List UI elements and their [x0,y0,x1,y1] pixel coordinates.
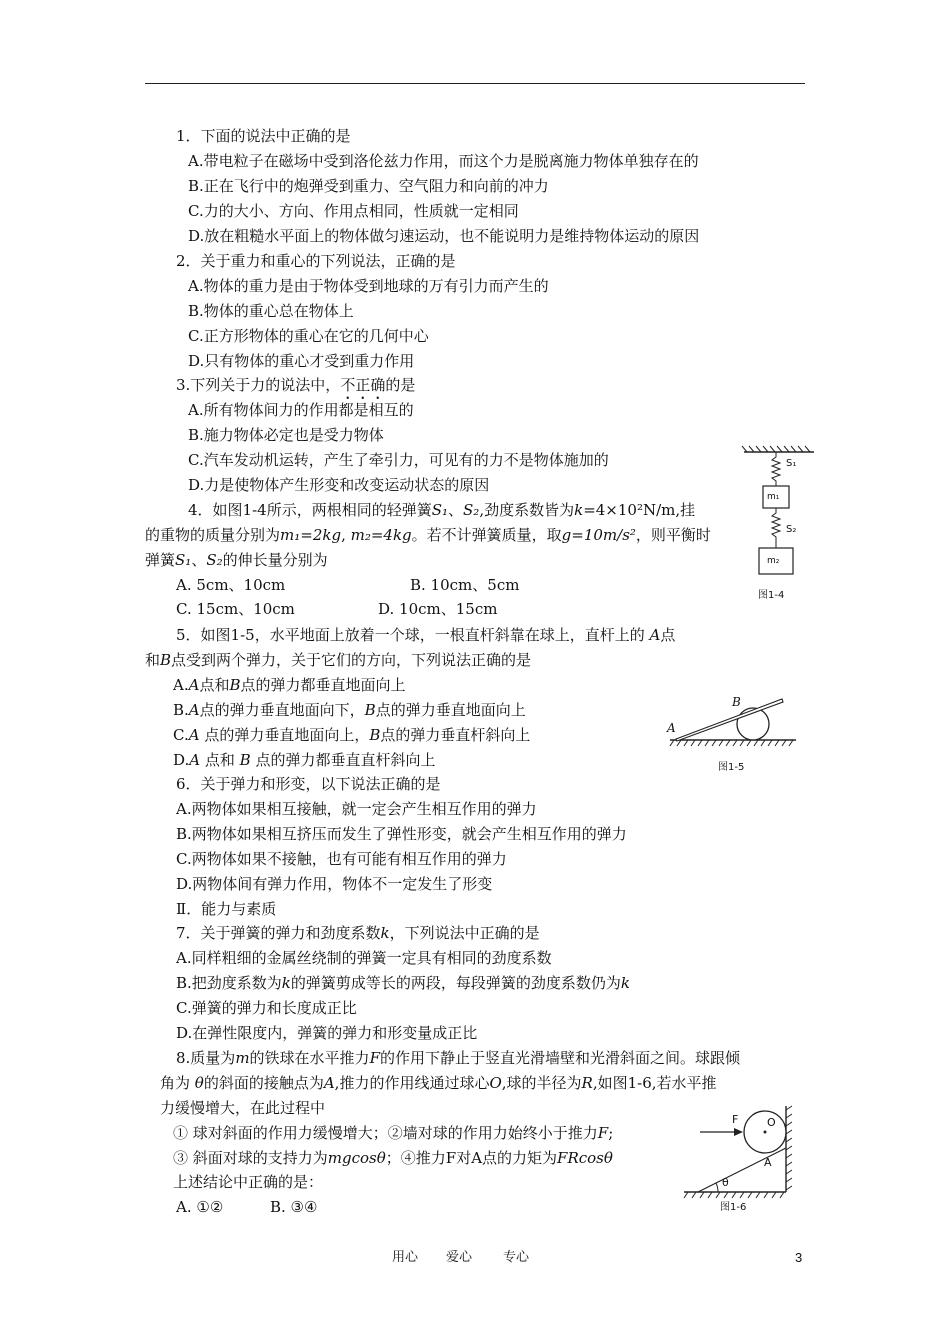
q5-option-c [173,726,530,744]
q4-text: 、 [448,501,464,519]
q7-symbol: k [620,974,630,992]
q6-option-d: D.两物体间有弹力作用，物体不一定发生了形变 [176,875,493,893]
q3-stem-emphasis: 不正确 [340,376,386,394]
q8-text: 8.质量为 [176,1049,236,1067]
q5-line-1 [176,626,675,644]
q4-option-b: B. 10cm、5cm [410,576,520,594]
q5-symbol: A [188,701,200,719]
q5-option-d [173,751,435,769]
q7-text: ，下列说法中正确的是 [389,924,540,942]
q8-line-2 [160,1074,717,1092]
q5-symbol: B [369,726,381,744]
q6-option-c: C.两物体如果不接触，也有可能有相互作用的弹力 [176,850,507,868]
q5-text: 点的弹力都垂直地面向上 [240,676,406,694]
q8-text: 的斜面的接触点为 [203,1074,324,1092]
q4-text: ，则平衡时 [635,526,711,544]
q8-prompt: 上述结论中正确的是： [173,1173,324,1191]
q4-formula: m₂=4kg [350,526,412,544]
section-heading: Ⅱ．能力与素质 [176,900,277,918]
q3-option-b: B.施力物体必定也是受力物体 [188,426,384,444]
q8-option-b: B. ③④ [270,1198,318,1216]
q4-line-3 [145,551,328,569]
q1-stem: 1．下面的说法中正确的是 [176,127,351,145]
q1-option-b: B.正在飞行中的炮弹受到重力、空气阻力和向前的冲力 [188,177,549,195]
q7-symbol: k [281,974,291,992]
q1-option-c: C.力的大小、方向、作用点相同，性质就一定相同 [188,202,519,220]
q8-symbol: m [235,1049,250,1067]
q4-text: 、 [191,551,207,569]
q5-option-a [173,676,406,694]
footer-text-1: 用心 [392,1250,419,1265]
q5-line-2 [145,651,531,669]
q3-stem-text: 3.下列关于力的说法中， [176,376,341,394]
q8-text: ；④推力F对A点的力矩为 [385,1149,558,1167]
q5-text: 点的弹力垂直杆斜向上 [380,726,531,744]
fig16-label-o: O [767,1116,776,1129]
q7-stem [176,924,540,942]
q5-text: 点的弹力都垂直直杆斜向上 [250,751,436,769]
q5-option-b [173,701,526,719]
q8-symbol: O [489,1074,502,1092]
fig14-label-s1: S₁ [786,458,797,469]
q3-option-c: C.汽车发动机运转，产生了牵引力，可见有的力不是物体施加的 [188,451,609,469]
q4-text: 。若不计弹簧质量，取 [411,526,562,544]
q5-symbol: A [188,676,200,694]
q4-formula: g=10m/s² [561,526,636,544]
q7-option-a: A.同样粗细的金属丝绕制的弹簧一定具有相同的劲度系数 [176,949,552,967]
q8-symbol: F [369,1049,380,1067]
page-number: 3 [795,1250,803,1265]
q3-option-a: A.所有物体间力的作用都是相互的 [188,401,414,419]
q7-symbol: k [380,924,390,942]
q6-option-a: A.两物体如果相互接触，就一定会产生相互作用的弹力 [176,800,537,818]
q4-option-c: C. 15cm、10cm [176,600,295,618]
fig14-label-s2: S₂ [786,524,797,535]
q7-text: 7．关于弹簧的弹力和劲度系数 [176,924,381,942]
q8-statement-1-2 [173,1124,613,1142]
fig16-label-theta: θ [722,1176,729,1189]
q7-option-d: D.在弹性限度内，弹簧的弹力和形变量成正比 [176,1024,478,1042]
fig14-label-m1: m₁ [767,492,780,502]
q5-text: C. [173,726,189,744]
q4-line-2 [145,526,711,544]
q4-symbol: S₁ [431,501,448,519]
fig15-label-b: B [732,695,741,709]
q4-symbol: k [574,501,584,519]
figure-1-6 [680,1104,800,1200]
fig15-label-a: A [667,721,676,735]
q8-text: ,如图1-6,若水平推 [592,1074,717,1092]
q5-text: 点和 [200,751,240,769]
q8-text: ,球的半径为 [501,1074,582,1092]
fig16-caption: 图1-6 [720,1202,747,1213]
q5-text: D. [173,751,190,769]
q2-option-d: D.只有物体的重心才受到重力作用 [188,352,415,370]
q5-symbol: B [364,701,376,719]
q5-symbol: B [229,676,241,694]
q4-option-d: D. 10cm、15cm [378,600,498,618]
q7-option-c: C.弹簧的弹力和长度成正比 [176,999,357,1017]
q4-text: 的重物的质量分别为 [145,526,281,544]
q3-stem [176,376,415,403]
q4-symbol: S₂ [463,501,480,519]
q8-symbol: F [597,1124,609,1142]
q6-stem: 6．关于弹力和形变，以下说法正确的是 [176,775,441,793]
q8-line-3: 力缓慢增大，在此过程中 [160,1099,326,1117]
q6-option-b: B.两物体如果相互挤压而发生了弹性形变，就会产生相互作用的弹力 [176,825,627,843]
footer-text-2: 爱心 [446,1250,473,1265]
q8-statement-3-4 [173,1149,613,1167]
q4-line-1 [188,501,695,519]
q3-stem-end: 的是 [385,376,416,394]
q8-text: ③ 斜面对球的支持力为 [173,1149,328,1167]
header-rule [145,83,805,84]
q8-text: ,推力的作用线通过球心 [334,1074,490,1092]
q5-text: 点 [660,626,676,644]
q8-line-1 [176,1049,740,1067]
footer-text-3: 专心 [503,1250,530,1265]
q5-text: 点的弹力垂直地面向上 [375,701,526,719]
q8-formula: FRcosθ [557,1149,613,1167]
q5-symbol: A [189,751,201,769]
fig14-caption: 图1-4 [758,590,785,601]
q5-text: 和 [145,651,161,669]
q4-formula: m₁=2kg [280,526,342,544]
q7-text: B.把劲度系数为 [176,974,282,992]
fig16-label-f: F [732,1113,739,1126]
q4-text: =4×10²N/m,挂 [583,501,696,519]
q4-text: 的伸长量分别为 [222,551,328,569]
q8-symbol: R [581,1074,593,1092]
q3-option-d: D.力是使物体产生形变和改变运动状态的原因 [188,476,490,494]
q8-text: 的铁球在水平推力 [249,1049,370,1067]
q4-text: 弹簧 [145,551,176,569]
q8-symbol: θ [194,1074,204,1092]
q8-option-a: A. ①② [176,1198,224,1216]
q5-text: A. [173,676,189,694]
q8-text: ; [608,1124,614,1142]
fig15-caption: 图1-5 [718,762,745,773]
q5-symbol: B [160,651,172,669]
q5-text: 点的弹力垂直地面向上， [199,726,370,744]
q1-option-d: D.放在粗糙水平面上的物体做匀速运动，也不能说明力是维持物体运动的原因 [188,227,700,245]
q8-text: ① 球对斜面的作用力缓慢增大；②墙对球的作用力始终小于推力 [173,1124,598,1142]
q2-stem: 2．关于重力和重心的下列说法，正确的是 [176,252,456,270]
q8-text: 的作用下静止于竖直光滑墙壁和光滑斜面之间。球跟倾 [379,1049,740,1067]
q5-text: B. [173,701,189,719]
q4-symbol: S₂ [206,551,223,569]
q5-text: 点和 [199,676,230,694]
q4-text: , [341,526,351,544]
q8-formula: mgcosθ [327,1149,386,1167]
q4-text: ,劲度系数皆为 [479,501,575,519]
q2-option-b: B.物体的重心总在物体上 [188,302,354,320]
q5-symbol: B [239,751,251,769]
q2-option-c: C.正方形物体的重心在它的几何中心 [188,327,429,345]
figure-1-4 [738,444,818,584]
q5-text: 点的弹力垂直地面向下， [199,701,365,719]
figure-1-5 [664,692,800,748]
q4-symbol: S₁ [175,551,192,569]
q5-symbol: A [188,726,200,744]
q5-text: 点受到两个弹力，关于它们的方向，下列说法正确的是 [171,651,532,669]
q8-symbol: A [323,1074,335,1092]
q4-option-a: A. 5cm、10cm [176,576,286,594]
q7-option-b [176,974,630,992]
q7-text: 的弹簧剪成等长的两段，每段弹簧的劲度系数仍为 [290,974,621,992]
q5-symbol: A [649,626,661,644]
fig16-label-a: A [764,1156,772,1169]
q2-option-a: A.物体的重力是由于物体受到地球的万有引力而产生的 [188,277,549,295]
q8-text: 角为 [160,1074,195,1092]
q1-option-a: A.带电粒子在磁场中受到洛伦兹力作用，而这个力是脱离施力物体单独存在的 [188,152,699,170]
q5-text: 5．如图1-5，水平地面上放着一个球，一根直杆斜靠在球上，直杆上的 [176,626,650,644]
q4-text: 4．如图1-4所示，两根相同的轻弹簧 [188,501,432,519]
fig14-label-m2: m₂ [767,556,780,566]
